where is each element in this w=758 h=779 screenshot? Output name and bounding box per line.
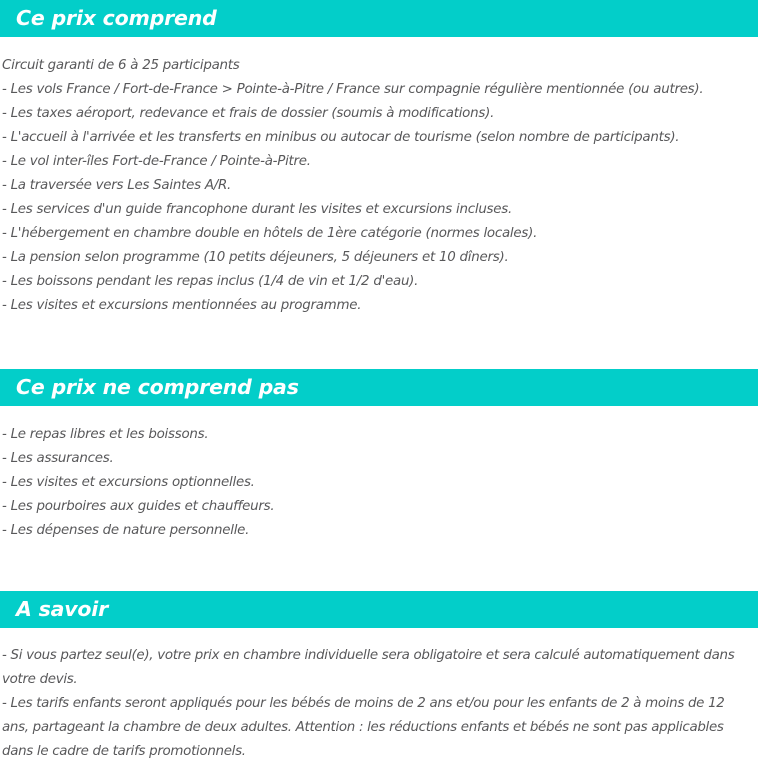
note-paragraph: - Si vous partez seul(e), votre prix en chambre individuelle sera obligatoire et sera calculé automatiquement dans votre devis. xyxy=(2,648,735,687)
list-item: - Les visites et excursions optionnelles. xyxy=(2,475,255,490)
list-item: - La pension selon programme (10 petits déjeuners, 5 déjeuners et 10 dîners). xyxy=(2,250,509,265)
section-heading-bar-includes xyxy=(0,0,758,37)
list-item: - L'accueil à l'arrivée et les transferts en minibus ou autocar de tourisme (selon nombre de participants). xyxy=(2,130,680,145)
list-item: - Les services d'un guide francophone durant les visites et excursions incluses. xyxy=(2,202,513,217)
list-item: - Les boissons pendant les repas inclus (1/4 de vin et 1/2 d'eau). xyxy=(2,274,419,289)
list-item: - Les taxes aéroport, redevance et frais de dossier (soumis à modifications). xyxy=(2,106,495,121)
section-heading-bar-excludes xyxy=(0,369,758,406)
section-includes xyxy=(0,0,758,318)
section-spacer xyxy=(0,543,758,591)
list-item: - Les pourboires aux guides et chauffeurs. xyxy=(2,499,275,514)
section-heading-bar-notes xyxy=(0,591,758,628)
list-item: - Les dépenses de nature personnelle. xyxy=(2,523,250,538)
section-body-excludes xyxy=(0,406,758,543)
list-item: - Le vol inter-îles Fort-de-France / Pointe-à-Pitre. xyxy=(2,154,311,169)
section-body-includes xyxy=(0,37,758,318)
list-item: Circuit garanti de 6 à 25 participants xyxy=(2,58,240,73)
note-paragraph: - Les tarifs enfants seront appliqués pour les bébés de moins de 2 ans et/ou pour les enfants de 2 à moins de 12 ans, partageant la chambre de deux adultes. Attention : les réductions enfants et bébés ne sont pas applicables dans le cadre de tarifs promotionnels. xyxy=(2,696,725,759)
section-excludes xyxy=(0,369,758,543)
list-item: - L'hébergement en chambre double en hôtels de 1ère catégorie (normes locales). xyxy=(2,226,538,241)
list-item: - Les assurances. xyxy=(2,451,114,466)
section-title-includes: Ce prix comprend xyxy=(16,6,217,31)
list-item: - Les vols France / Fort-de-France > Pointe-à-Pitre / France sur compagnie régulière mentionnée (ou autres). xyxy=(2,82,704,97)
section-title-excludes: Ce prix ne comprend pas xyxy=(16,375,299,400)
section-notes xyxy=(0,591,758,764)
section-body-notes xyxy=(0,628,758,764)
list-item: - La traversée vers Les Saintes A/R. xyxy=(2,178,232,193)
section-spacer xyxy=(0,318,758,369)
section-title-notes: A savoir xyxy=(16,597,109,622)
list-item: - Les visites et excursions mentionnées au programme. xyxy=(2,298,362,313)
list-item: - Le repas libres et les boissons. xyxy=(2,427,209,442)
